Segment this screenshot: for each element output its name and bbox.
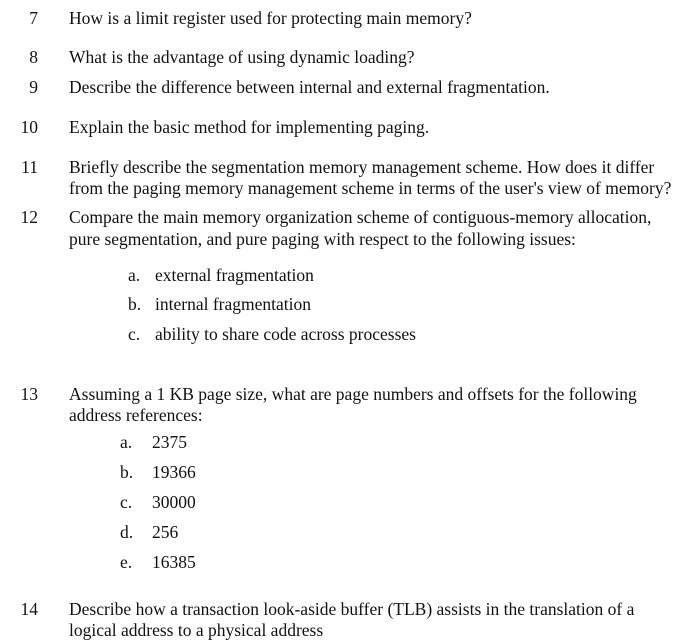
question-text: from the paging memory management scheme in terms of the user's view of memory? bbox=[69, 178, 672, 198]
question-text: Describe the difference between internal and external fragmentation. bbox=[69, 77, 550, 97]
subitem-letter: c. bbox=[128, 324, 141, 344]
subitem-letter: d. bbox=[120, 522, 134, 542]
question-text: How is a limit register used for protecting main memory? bbox=[69, 8, 472, 28]
question-text: pure segmentation, and pure paging with respect to the following issues: bbox=[69, 229, 576, 249]
question-number: 9 bbox=[29, 77, 38, 97]
subitem-text: external fragmentation bbox=[155, 265, 314, 285]
subitem-text: internal fragmentation bbox=[155, 294, 311, 314]
subitem-text: ability to share code across processes bbox=[155, 324, 416, 344]
question-text: Briefly describe the segmentation memory management scheme. How does it differ bbox=[69, 157, 655, 177]
subitem-letter: c. bbox=[120, 492, 133, 512]
question-text: Explain the basic method for implementing paging. bbox=[69, 117, 430, 137]
question-text: Assuming a 1 KB page size, what are page numbers and offsets for the following bbox=[69, 384, 637, 404]
subitem-letter: a. bbox=[120, 432, 133, 452]
question-number: 14 bbox=[20, 599, 38, 619]
subitem-text: 2375 bbox=[152, 432, 187, 452]
question-number: 12 bbox=[20, 207, 38, 227]
question-number: 11 bbox=[21, 157, 38, 177]
question-number: 8 bbox=[29, 47, 38, 67]
question-text: logical address to a physical address bbox=[69, 620, 324, 640]
subitem-letter: b. bbox=[128, 294, 142, 314]
subitem-text: 30000 bbox=[152, 492, 196, 512]
subitem-text: 256 bbox=[152, 522, 179, 542]
question-number: 7 bbox=[29, 8, 38, 28]
subitem-letter: e. bbox=[120, 552, 133, 572]
question-number: 10 bbox=[20, 117, 38, 137]
question-number: 13 bbox=[20, 384, 38, 404]
question-text: Describe how a transaction look-aside buffer (TLB) assists in the translation of a bbox=[69, 599, 635, 619]
question-text: What is the advantage of using dynamic loading? bbox=[69, 47, 415, 67]
question-text: Compare the main memory organization scheme of contiguous-memory allocation, bbox=[69, 207, 652, 227]
subitem-letter: b. bbox=[120, 462, 134, 482]
subitem-letter: a. bbox=[128, 265, 141, 285]
subitem-text: 19366 bbox=[152, 462, 196, 482]
question-text: address references: bbox=[69, 405, 203, 425]
subitem-text: 16385 bbox=[152, 552, 196, 572]
